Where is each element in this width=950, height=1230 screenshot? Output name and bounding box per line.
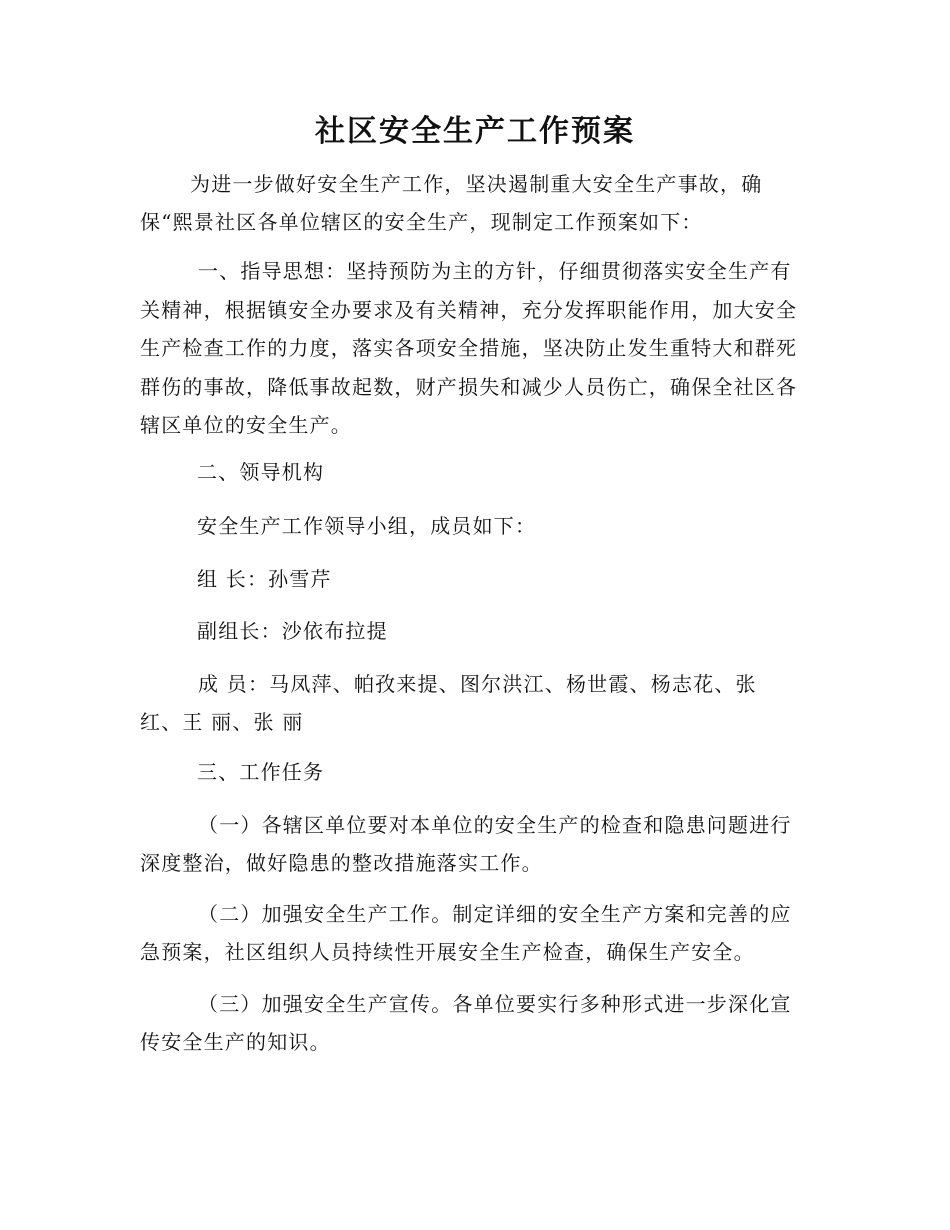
leadership-heading: 二、领导机构 xyxy=(197,460,325,484)
task-3: （三）加强安全生产宣传。各单位要实行多种形式进一步深化宣传安全生产的知识。 xyxy=(140,992,792,1054)
intro-paragraph: 为进一步做好安全生产工作，坚决遏制重大安全生产事故，确保“熙景社区各单位辖区的安全生产，现制定工作预案如下： xyxy=(140,172,763,234)
task-1: （一）各辖区单位要对本单位的安全生产的检查和隐患问题进行深度整治，做好隐患的整改措施落实工作。 xyxy=(140,813,792,875)
document-title: 社区安全生产工作预案 xyxy=(315,114,635,149)
group-leader: 组 长：孙雪芹 xyxy=(197,567,332,591)
guiding-principle-paragraph: 一、指导思想：坚持预防为主的方针，仔细贯彻落实安全生产有关精神，根据镇安全办要求及有关精神，充分发挥职能作用，加大安全生产检查工作的力度，落实各项安全措施，坚决防止发生重特大和群死群伤的事故，降低事故起数，财产损失和减少人员伤亡，确保全社区各辖区单位的安全生产。 xyxy=(140,259,798,437)
members-list: 成 员：马凤萍、帕孜来提、图尔洪江、杨世霞、杨志花、张红、王 丽、张 丽 xyxy=(140,672,757,734)
tasks-heading: 三、工作任务 xyxy=(197,760,325,784)
leadership-intro: 安全生产工作领导小组，成员如下： xyxy=(197,514,537,538)
deputy-leader: 副组长：沙依布拉提 xyxy=(197,619,388,643)
task-2: （二）加强安全生产工作。制定详细的安全生产方案和完善的应急预案，社区组织人员持续性开展安全生产检查，确保生产安全。 xyxy=(140,902,792,964)
